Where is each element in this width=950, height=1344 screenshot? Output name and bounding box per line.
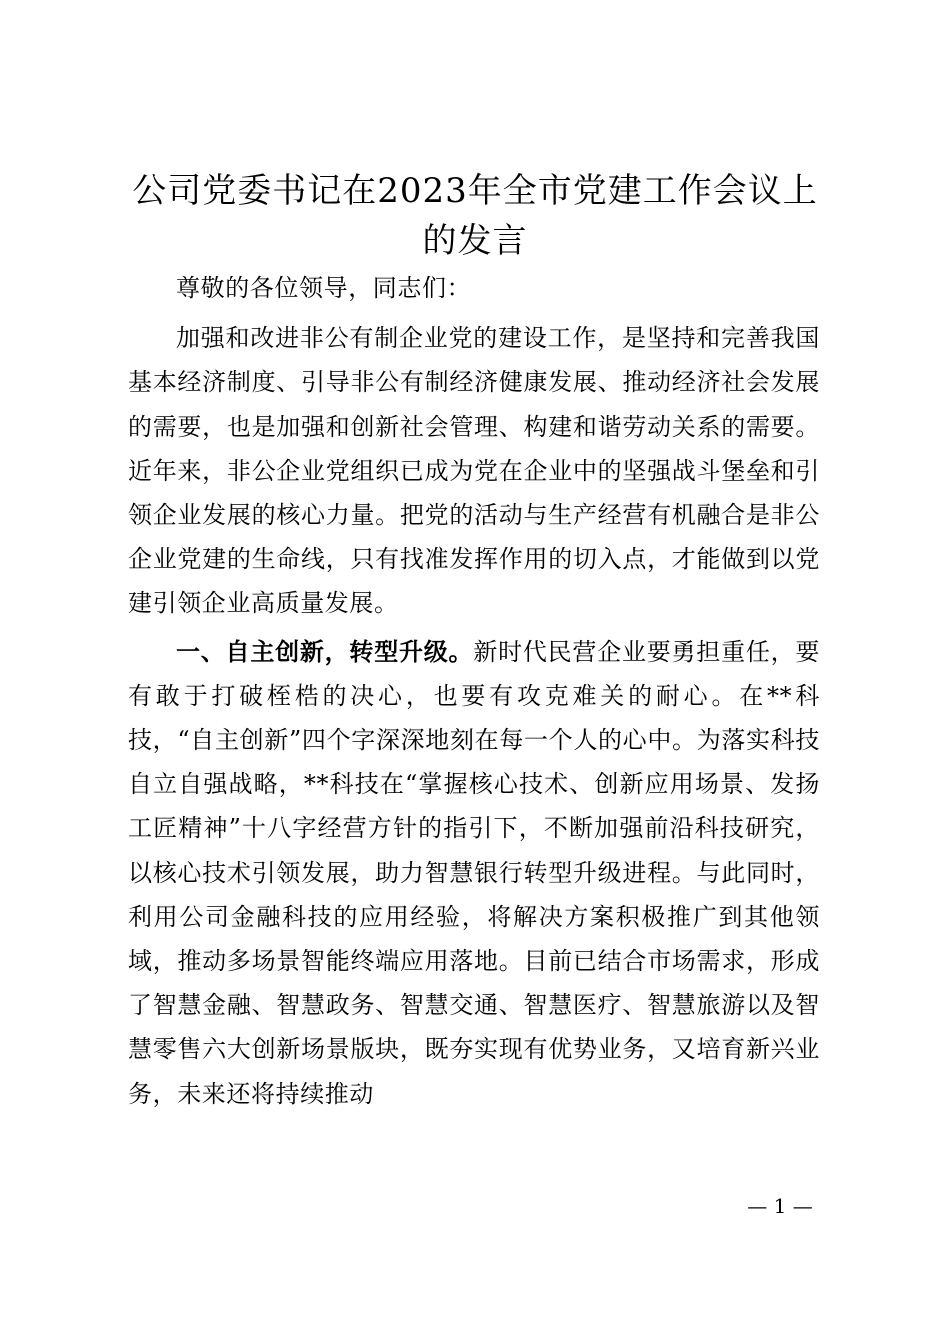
document-body [128, 266, 820, 1116]
page-number: — 1 — [747, 1194, 813, 1218]
document-title: 公司党委书记在2023年全市党建工作会议上的发言 [132, 171, 818, 261]
section-one-heading: 一、自主创新，转型升级。 [176, 637, 474, 666]
section-one-paragraph [128, 630, 820, 1116]
salutation: 尊敬的各位领导，同志们： [176, 274, 472, 302]
intro-paragraph: 加强和改进非公有制企业党的建设工作，是坚持和完善我国基本经济制度、引导非公有制经济健康发展、推动经济社会发展的需要，也是加强和创新社会管理、构建和谐劳动关系的需要。近年来，非公企业党组织已成为党在企业中的坚强战斗堡垒和引领企业发展的核心力量。把党的活动与生产经营有机融合是非公企业党建的生命线，只有找准发挥作用的切入点，才能做到以党建引领企业高质量发展。 [128, 324, 820, 618]
section-one-text: 新时代民营企业要勇担重任，要有敢于打破桎梏的决心，也要有攻克难关的耐心。在**科技，“自主创新”四个字深深地刻在每一个人的心中。为落实科技自立自强战略，**科技在“掌握核心技术、创新应用场景、发扬工匠精神”十八字经营方针的指引下，不断加强前沿科技研究，以核心技术引领发展，助力智慧银行转型升级进程。与此同时，利用公司金融科技的应用经验，将解决方案积极推广到其他领域，推动多场景智能终端应用落地。目前已结合市场需求，形成了智慧金融、智慧政务、智慧交通、智慧医疗、智慧旅游以及智慧零售六大创新场景版块，既夯实现有优势业务，又培育新兴业务，未来还将持续推动 [128, 637, 820, 1108]
